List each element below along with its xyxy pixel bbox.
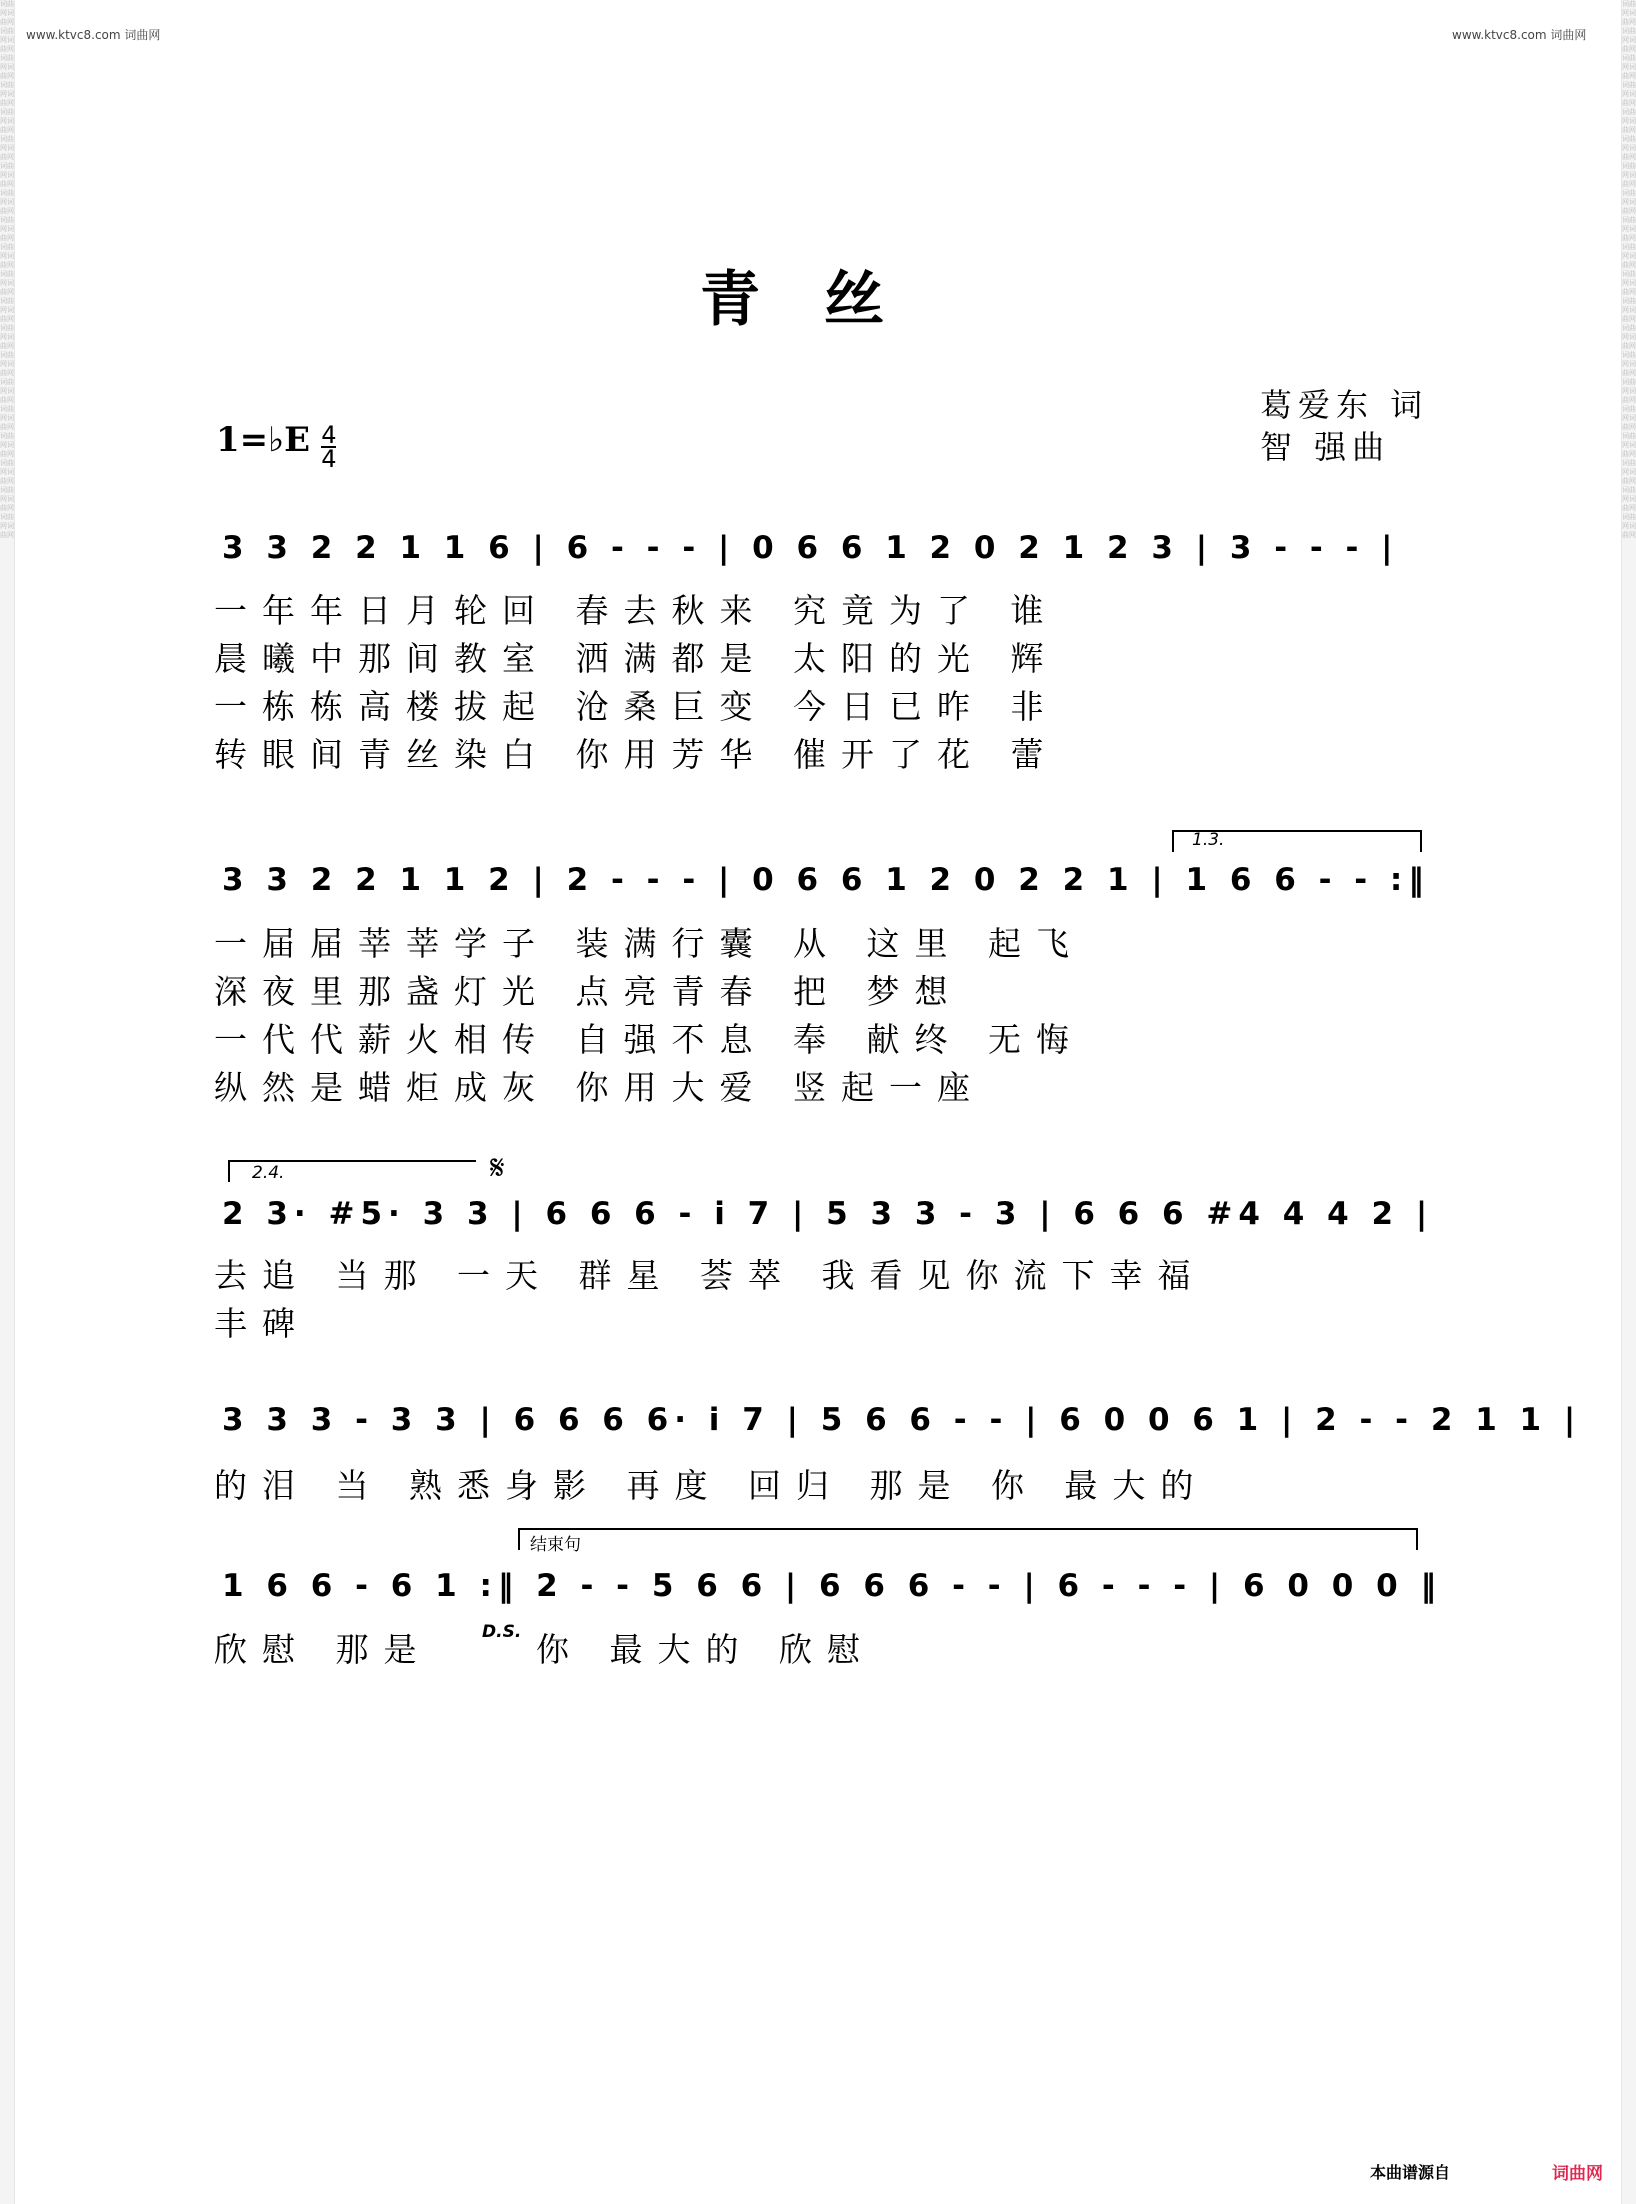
time-bottom: 4 — [321, 444, 337, 473]
key-label: 1=♭E — [216, 420, 311, 460]
ds-marking: D.S. — [482, 1622, 522, 1642]
lyric-line: 纵然是蜡炬成灰 你用大爱 竖起一座 — [214, 1068, 985, 1107]
song-title: 青丝 — [700, 265, 948, 335]
lyric-line: 一届届莘莘学子 装满行囊 从 这里 起飞 — [214, 924, 1084, 963]
footer-source: 本曲谱源自 — [1370, 2163, 1451, 2182]
lyric-line: 深夜里那盏灯光 点亮青春 把 梦想 — [214, 972, 963, 1011]
notation-row-2: 3 3 2 2 1 1 2 | 2 - - - | 0 6 6 1 2 0 2 2 1 | 1 6 6 - - :‖ — [222, 862, 1430, 898]
lyricist-credit: 葛爱东 词 — [1260, 386, 1429, 424]
volta-label-2: 2.4. — [252, 1163, 285, 1183]
left-watermark-strip: 词曲网词曲网词曲网词曲网词曲网词曲网词曲网词曲网词曲网词曲网词曲网词曲网词曲网词曲网词曲网词曲网词曲网词曲网词曲网词曲网词曲网词曲网词曲网词曲网词曲网词曲网词曲网词曲网词曲网词曲网词曲网词曲网词曲网词曲网词曲网词曲网词曲网词曲网词曲网词曲网 — [0, 0, 15, 2204]
notation-row-1: 3 3 2 2 1 1 6 | 6 - - - | 0 6 6 1 2 0 2 1 2 3 | 3 - - - | — [222, 530, 1399, 566]
key-signature — [216, 420, 337, 473]
right-watermark-strip: 词曲网词曲网词曲网词曲网词曲网词曲网词曲网词曲网词曲网词曲网词曲网词曲网词曲网词曲网词曲网词曲网词曲网词曲网词曲网词曲网词曲网词曲网词曲网词曲网词曲网词曲网词曲网词曲网词曲网词曲网词曲网词曲网词曲网词曲网词曲网词曲网词曲网词曲网词曲网词曲网 — [1621, 0, 1636, 2204]
time-signature — [321, 420, 337, 473]
volta-bracket-ending — [518, 1528, 1418, 1550]
site-url-right: www.ktvc8.com 词曲网 — [1452, 28, 1587, 42]
lyric-line: 一年年日月轮回 春去秋来 究竟为了 谁 — [214, 591, 1059, 630]
time-top: 4 — [321, 420, 337, 449]
lyric-line: 晨曦中那间教室 洒满都是 太阳的光 辉 — [214, 639, 1059, 678]
lyric-line: 的泪 当 熟悉身影 再度 回归 那是 你 最大的 — [214, 1466, 1209, 1505]
volta-label-1: 1.3. — [1192, 830, 1225, 850]
segno-icon: 𝄋 — [490, 1148, 505, 1188]
lyric-line: 一代代薪火相传 自强不息 奉 献终 无悔 — [214, 1020, 1084, 1059]
notation-row-5: 1 6 6 - 6 1 :‖ 2 - - 5 6 6 | 6 6 6 - - | 6 - - - | 6 0 0 0 ‖ — [222, 1568, 1442, 1604]
notation-row-3: 2 3· #5· 3 3 | 6 6 6 - i 7 | 5 3 3 - 3 | 6 6 6 #4 4 4 2 | — [222, 1196, 1434, 1232]
lyric-line: 去追 当那 一天 群星 荟萃 我看见你流下幸福 — [214, 1256, 1206, 1295]
lyric-line: 丰碑 — [214, 1304, 310, 1343]
volta-label-ending: 结束句 — [530, 1535, 581, 1555]
lyric-line: 你 最大的 欣慰 — [536, 1630, 875, 1669]
notation-row-4: 3 3 3 - 3 3 | 6 6 6 6· i 7 | 5 6 6 - - | 6 0 0 6 1 | 2 - - 2 1 1 | — [222, 1402, 1582, 1438]
footer-brand[interactable]: 词曲网 — [1552, 2164, 1603, 2184]
lyric-line: 欣慰 那是 — [214, 1630, 432, 1669]
lyric-line: 转眼间青丝染白 你用芳华 催开了花 蕾 — [214, 735, 1059, 774]
composer-credit: 智 强曲 — [1260, 428, 1391, 466]
site-url-left: www.ktvc8.com 词曲网 — [26, 28, 161, 42]
lyric-line: 一栋栋高楼拔起 沧桑巨变 今日已昨 非 — [214, 687, 1059, 726]
